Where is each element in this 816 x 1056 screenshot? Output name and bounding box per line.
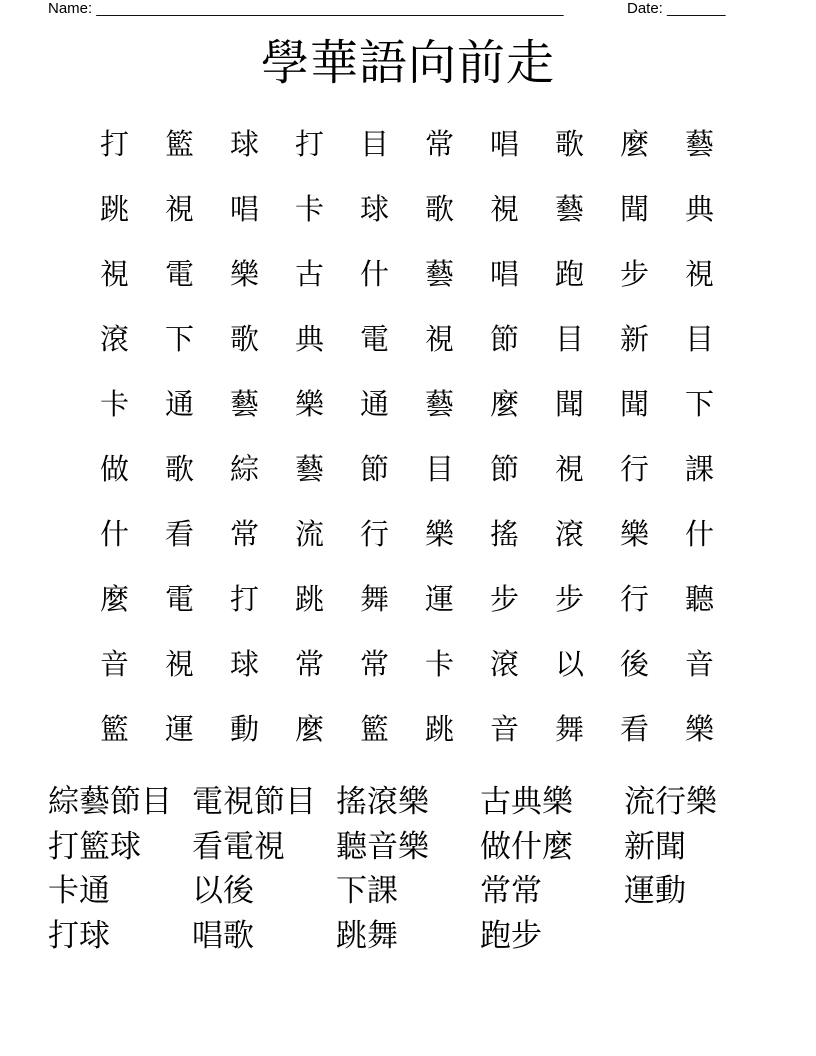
grid-cell: 跳 <box>99 192 129 226</box>
grid-row <box>82 185 742 250</box>
grid-cell: 藝 <box>424 257 454 291</box>
worksheet-header <box>48 0 748 20</box>
grid-cell: 藝 <box>229 387 259 421</box>
grid-cell: 目 <box>359 127 389 161</box>
grid-cell: 新 <box>619 322 649 356</box>
grid-cell: 視 <box>164 192 194 226</box>
grid-cell: 球 <box>229 127 259 161</box>
grid-cell: 球 <box>359 192 389 226</box>
word-search-grid <box>82 120 742 770</box>
grid-row <box>82 510 742 575</box>
grid-cell: 藝 <box>554 192 584 226</box>
grid-cell: 通 <box>164 387 194 421</box>
grid-cell: 以 <box>554 647 584 681</box>
word-bank-item: 常常 <box>480 873 542 909</box>
name-label: Name: <box>48 0 93 17</box>
grid-cell: 球 <box>229 647 259 681</box>
grid-cell: 麼 <box>294 712 324 746</box>
grid-cell: 電 <box>164 582 194 616</box>
grid-cell: 古 <box>294 257 324 291</box>
grid-cell: 下 <box>684 387 714 421</box>
grid-cell: 樂 <box>619 517 649 551</box>
grid-cell: 行 <box>619 452 649 486</box>
grid-cell: 音 <box>489 712 519 746</box>
grid-cell: 做 <box>99 452 129 486</box>
grid-row <box>82 250 742 315</box>
grid-cell: 步 <box>619 257 649 291</box>
name-field <box>48 0 564 18</box>
grid-cell: 行 <box>619 582 649 616</box>
grid-cell: 跑 <box>554 257 584 291</box>
grid-row <box>82 640 742 705</box>
grid-cell: 電 <box>164 257 194 291</box>
grid-cell: 舞 <box>554 712 584 746</box>
grid-cell: 麼 <box>99 582 129 616</box>
worksheet-title: 學華語向前走 <box>260 35 555 91</box>
word-bank-item: 下課 <box>336 873 398 909</box>
grid-cell: 歌 <box>229 322 259 356</box>
grid-cell: 滾 <box>489 647 519 681</box>
grid-cell: 樂 <box>294 387 324 421</box>
grid-cell: 目 <box>554 322 584 356</box>
grid-cell: 節 <box>489 322 519 356</box>
grid-cell: 藝 <box>294 452 324 486</box>
grid-cell: 節 <box>359 452 389 486</box>
grid-cell: 視 <box>684 257 714 291</box>
grid-cell: 滾 <box>554 517 584 551</box>
date-label: Date: <box>627 0 663 17</box>
grid-cell: 視 <box>99 257 129 291</box>
grid-cell: 常 <box>424 127 454 161</box>
grid-cell: 目 <box>424 452 454 486</box>
word-bank-item: 唱歌 <box>192 917 254 954</box>
grid-cell: 步 <box>489 582 519 616</box>
word-bank-item: 做什麼 <box>480 828 573 865</box>
grid-cell: 舞 <box>359 582 389 616</box>
word-bank-item: 新聞 <box>624 828 686 865</box>
word-bank-item: 運動 <box>624 873 686 909</box>
grid-cell: 音 <box>684 647 714 681</box>
date-line: _______ <box>667 0 726 17</box>
grid-row <box>82 380 742 445</box>
word-bank-item: 綜藝節目 <box>48 784 172 820</box>
grid-cell: 麼 <box>619 127 649 161</box>
word-bank-item: 看電視 <box>192 828 285 865</box>
word-bank-item: 電視節目 <box>192 784 316 820</box>
grid-cell: 唱 <box>489 257 519 291</box>
grid-cell: 跳 <box>294 582 324 616</box>
word-bank-item: 以後 <box>192 873 254 909</box>
grid-cell: 下 <box>164 322 194 356</box>
grid-cell: 聞 <box>619 387 649 421</box>
grid-row <box>82 445 742 510</box>
grid-cell: 視 <box>424 322 454 356</box>
grid-cell: 歌 <box>554 127 584 161</box>
date-field <box>627 0 725 18</box>
grid-cell: 聽 <box>684 582 714 616</box>
grid-cell: 常 <box>229 517 259 551</box>
name-line: ________________________________________________________ <box>96 0 564 17</box>
grid-cell: 節 <box>489 452 519 486</box>
grid-cell: 常 <box>359 647 389 681</box>
word-bank-item: 跳舞 <box>336 917 398 954</box>
grid-cell: 卡 <box>424 647 454 681</box>
grid-cell: 通 <box>359 387 389 421</box>
grid-cell: 步 <box>554 582 584 616</box>
grid-cell: 樂 <box>684 712 714 746</box>
grid-cell: 打 <box>294 127 324 161</box>
grid-cell: 籃 <box>164 127 194 161</box>
grid-cell: 卡 <box>294 192 324 226</box>
grid-cell: 打 <box>99 127 129 161</box>
grid-cell: 打 <box>229 582 259 616</box>
grid-cell: 視 <box>164 647 194 681</box>
grid-cell: 後 <box>619 647 649 681</box>
grid-cell: 動 <box>229 712 259 746</box>
grid-cell: 電 <box>359 322 389 356</box>
grid-cell: 看 <box>164 517 194 551</box>
grid-cell: 目 <box>684 322 714 356</box>
grid-cell: 看 <box>619 712 649 746</box>
grid-cell: 搖 <box>489 517 519 551</box>
grid-cell: 什 <box>99 517 129 551</box>
word-bank-item: 卡通 <box>48 873 110 909</box>
grid-row <box>82 315 742 380</box>
grid-cell: 麼 <box>489 387 519 421</box>
grid-cell: 藝 <box>684 127 714 161</box>
grid-cell: 行 <box>359 517 389 551</box>
grid-cell: 常 <box>294 647 324 681</box>
grid-row <box>82 705 742 770</box>
grid-row <box>82 120 742 185</box>
grid-cell: 課 <box>684 452 714 486</box>
grid-cell: 樂 <box>229 257 259 291</box>
grid-cell: 視 <box>554 452 584 486</box>
word-bank-item: 古典樂 <box>480 784 573 820</box>
word-bank-item: 流行樂 <box>624 784 717 820</box>
grid-cell: 滾 <box>99 322 129 356</box>
grid-cell: 音 <box>99 647 129 681</box>
grid-cell: 什 <box>359 257 389 291</box>
grid-cell: 唱 <box>229 192 259 226</box>
grid-cell: 籃 <box>359 712 389 746</box>
grid-cell: 跳 <box>424 712 454 746</box>
grid-cell: 典 <box>684 192 714 226</box>
grid-cell: 聞 <box>554 387 584 421</box>
word-bank-item: 跑步 <box>480 917 542 954</box>
grid-cell: 綜 <box>229 452 259 486</box>
grid-cell: 藝 <box>424 387 454 421</box>
word-bank-item: 搖滾樂 <box>336 784 429 820</box>
grid-cell: 歌 <box>164 452 194 486</box>
word-bank-item: 打球 <box>48 917 110 954</box>
grid-cell: 唱 <box>489 127 519 161</box>
grid-cell: 歌 <box>424 192 454 226</box>
grid-cell: 籃 <box>99 712 129 746</box>
grid-cell: 什 <box>684 517 714 551</box>
grid-cell: 典 <box>294 322 324 356</box>
word-bank-item: 聽音樂 <box>336 828 429 865</box>
grid-cell: 聞 <box>619 192 649 226</box>
grid-cell: 流 <box>294 517 324 551</box>
grid-cell: 卡 <box>99 387 129 421</box>
grid-cell: 運 <box>164 712 194 746</box>
grid-row <box>82 575 742 640</box>
word-bank <box>48 780 788 958</box>
grid-cell: 視 <box>489 192 519 226</box>
grid-cell: 運 <box>424 582 454 616</box>
word-bank-item: 打籃球 <box>48 828 141 865</box>
grid-cell: 樂 <box>424 517 454 551</box>
